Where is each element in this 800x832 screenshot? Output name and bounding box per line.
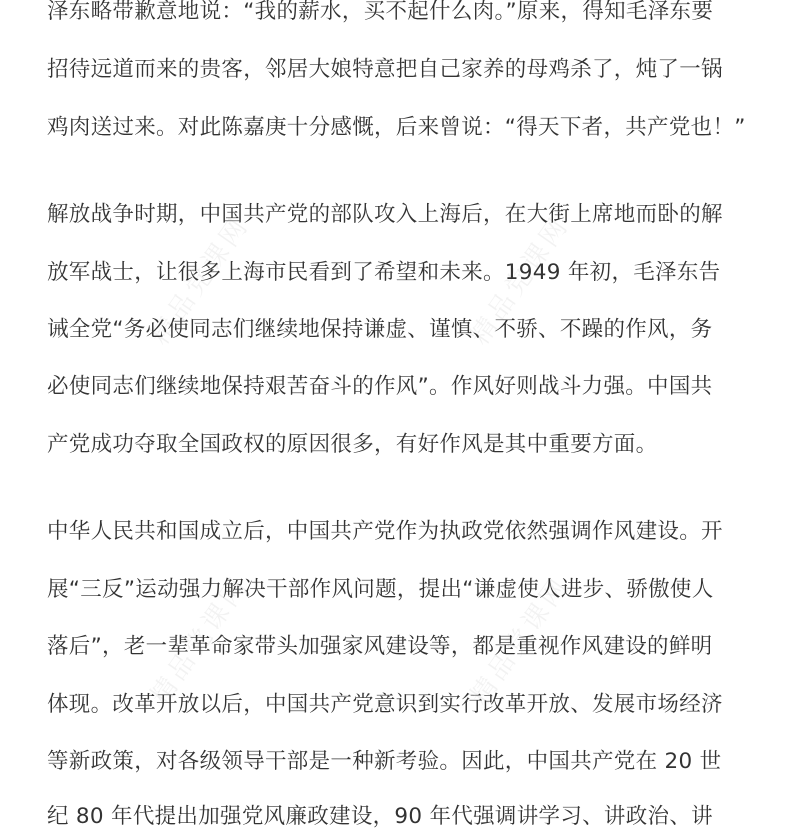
paragraph-3-line-1: 中华人民共和国成立后，中国共产党作为执政党依然强调作风建设。开: [47, 519, 723, 544]
paragraph-1-line-2: 招待远道而来的贵客，邻居大娘特意把自己家养的母鸡杀了，炖了一锅: [47, 57, 723, 82]
paragraph-1-line-1: 泽东略带歉意地说：“我的薪水，买不起什么肉。”原来，得知毛泽东要: [47, 0, 714, 24]
watermark: 精品党课网: [464, 570, 576, 711]
paragraph-2-line-1: 解放战争时期，中国共产党的部队攻入上海后，在大街上席地而卧的解: [47, 202, 723, 227]
paragraph-3-line-6: 纪 80 年代提出加强党风廉政建设，90 年代强调讲学习、讲政治、讲: [47, 804, 713, 829]
watermark: 精品党课网: [464, 210, 576, 351]
watermark: 精品党课网: [144, 210, 256, 351]
paragraph-3-line-4: 体现。改革开放以后，中国共产党意识到实行改革开放、发展市场经济: [47, 692, 723, 717]
paragraph-1-line-3: 鸡肉送过来。对此陈嘉庚十分感慨，后来曾说：“得天下者，共产党也！”: [47, 115, 746, 140]
paragraph-3-line-3: 落后”，老一辈革命家带头加强家风建设等，都是重视作风建设的鲜明: [47, 634, 713, 659]
paragraph-2-line-2: 放军战士，让很多上海市民看到了希望和未来。1949 年初，毛泽东告: [47, 260, 721, 285]
paragraph-2-line-5: 产党成功夺取全国政权的原因很多，有好作风是其中重要方面。: [47, 432, 658, 457]
paragraph-2-line-4: 必使同志们继续地保持艰苦奋斗的作风”。作风好则战斗力强。中国共: [47, 374, 713, 399]
paragraph-3-line-2: 展“三反”运动强力解决干部作风问题，提出“谦虚使人进步、骄傲使人: [47, 577, 714, 602]
watermark: 精品党课网: [144, 570, 256, 711]
paragraph-2-line-3: 诫全党“务必使同志们继续地保持谦虚、谨慎、不骄、不躁的作风，务: [47, 317, 713, 342]
paragraph-3-line-5: 等新政策，对各级领导干部是一种新考验。因此，中国共产党在 20 世: [47, 749, 722, 774]
